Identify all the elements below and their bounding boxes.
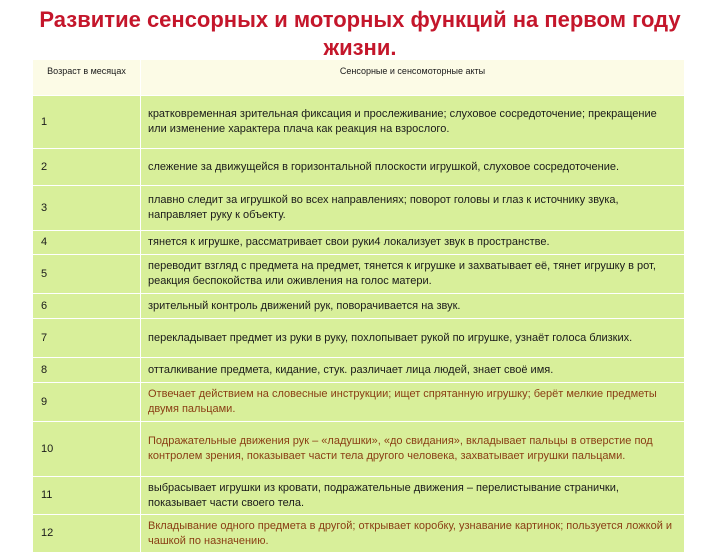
age-cell: 2 (33, 149, 141, 186)
age-cell: 11 (33, 477, 141, 515)
table-row (33, 358, 685, 383)
age-cell: 10 (33, 422, 141, 477)
header-age: Возраст в месяцах (33, 60, 141, 96)
table-row (33, 383, 685, 422)
age-cell: 6 (33, 294, 141, 319)
description-cell: перекладывает предмет из руки в руку, похлопывает рукой по игрушке, узнаёт голоса близких. (141, 319, 685, 358)
description-cell: Отвечает действием на словесные инструкции; ищет спрятанную игрушку; берёт мелкие предметы двумя пальцами. (141, 383, 685, 422)
table-row (33, 477, 685, 515)
page-title: Развитие сенсорных и моторных функций на первом году жизни. (39, 7, 681, 60)
description-cell: зрительный контроль движений рук, поворачивается на звук. (141, 294, 685, 319)
header-acts: Сенсорные и сенсомоторные акты (141, 60, 685, 96)
table-row (33, 422, 685, 477)
description-cell: переводит взгляд с предмета на предмет, тянется к игрушке и захватывает её, тянет игрушку в рот, реакция беспокойства или оживления на голос матери. (141, 255, 685, 294)
table-row (33, 294, 685, 319)
table-row (33, 186, 685, 231)
table-row (33, 149, 685, 186)
description-cell: Вкладывание одного предмета в другой; открывает коробку, узнавание картинок; пользуется ложкой и чашкой по назначению. (141, 515, 685, 553)
description-cell: выбрасывает игрушки из кровати, подражательные движения – перелистывание странички, показывает части своего тела. (141, 477, 685, 515)
description-cell: отталкивание предмета, кидание, стук. различает лица людей, знает своё имя. (141, 358, 685, 383)
description-cell: плавно следит за игрушкой во всех направлениях; поворот головы и глаз к источнику звука, направляет руку к объекту. (141, 186, 685, 231)
age-cell: 5 (33, 255, 141, 294)
table-row (33, 515, 685, 553)
table-header-row (33, 60, 685, 96)
description-cell: тянется к игрушке, рассматривает свои руки4 локализует звук в пространстве. (141, 231, 685, 255)
age-cell: 4 (33, 231, 141, 255)
age-cell: 3 (33, 186, 141, 231)
age-cell: 12 (33, 515, 141, 553)
age-cell: 7 (33, 319, 141, 358)
table-row (33, 255, 685, 294)
description-cell: слежение за движущейся в горизонтальной плоскости игрушкой, слуховое сосредоточение. (141, 149, 685, 186)
table-row (33, 96, 685, 149)
description-cell: кратковременная зрительная фиксация и прослеживание; слуховое сосредоточение; прекращение или изменение характера плача как реакция на взрослого. (141, 96, 685, 149)
table-row (33, 319, 685, 358)
age-cell: 8 (33, 358, 141, 383)
age-cell: 1 (33, 96, 141, 149)
table-row (33, 231, 685, 255)
description-cell: Подражательные движения рук – «ладушки», «до свидания», вкладывает пальцы в отверстие под контролем зрения, показывает части тела другого человека, захватывает игрушки пальцами. (141, 422, 685, 477)
age-cell: 9 (33, 383, 141, 422)
development-table (32, 59, 685, 553)
